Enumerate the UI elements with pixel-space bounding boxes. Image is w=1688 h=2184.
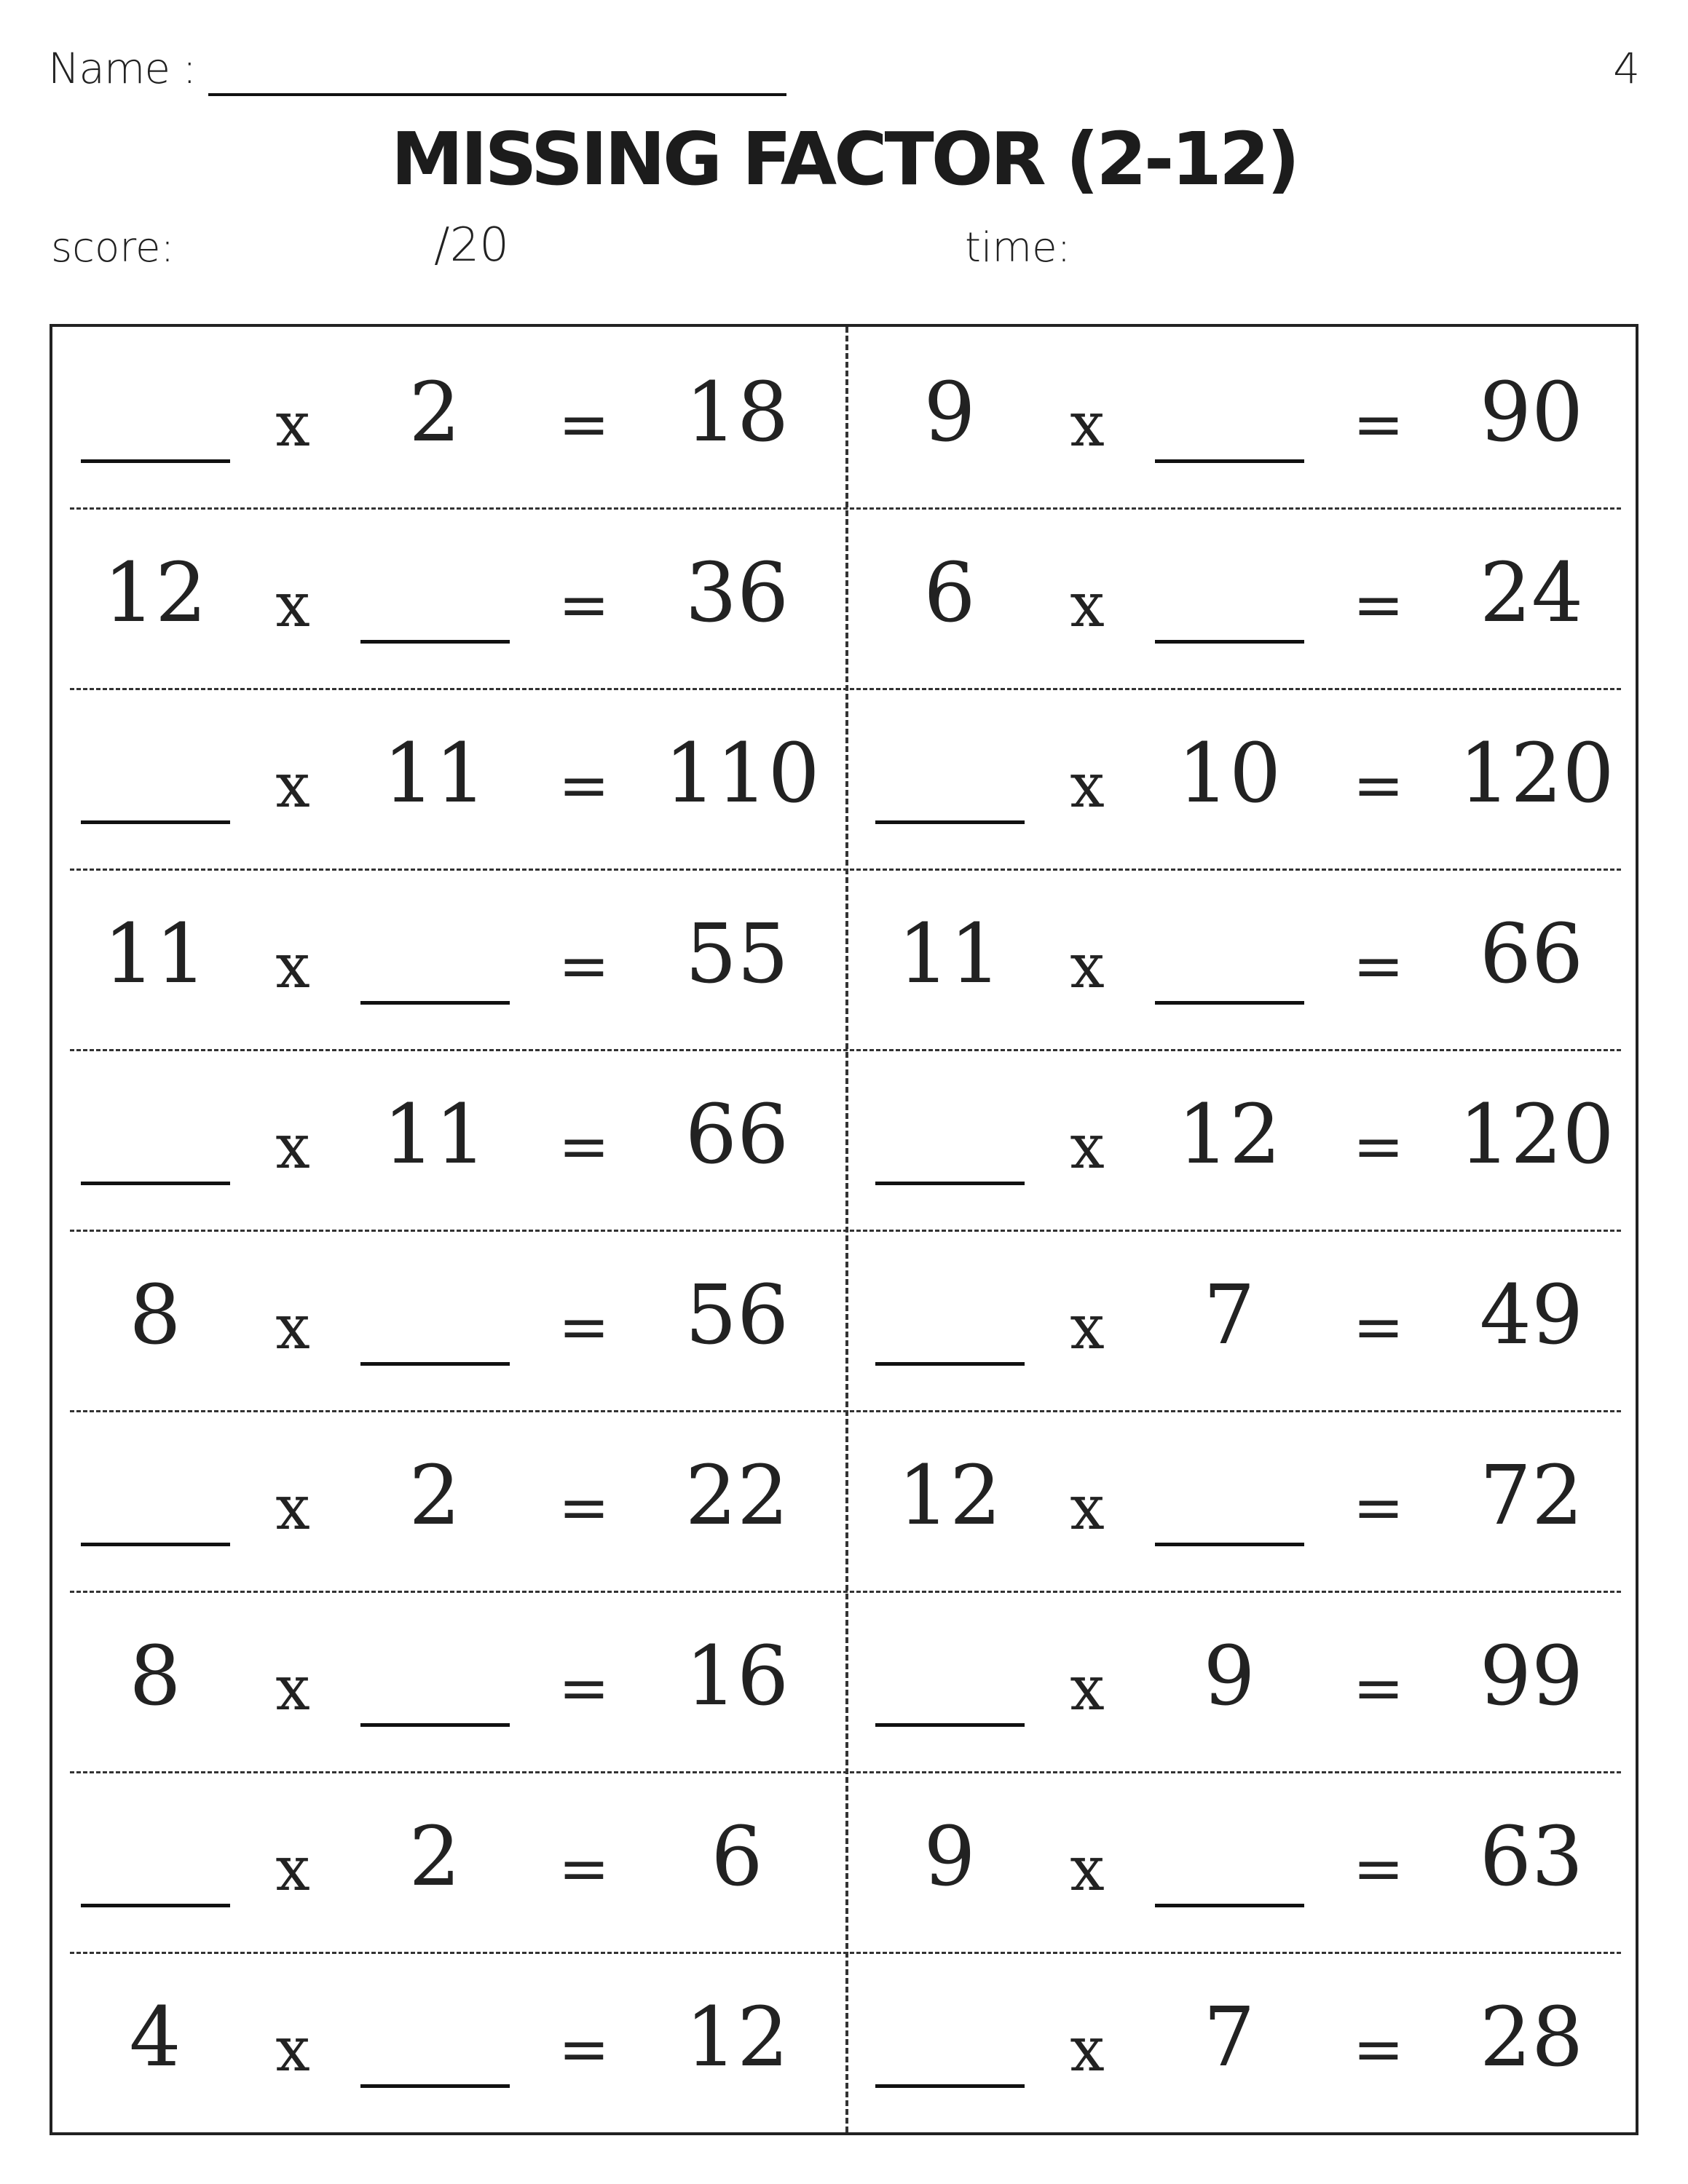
product: 99 [1479,1629,1584,1724]
factor-a-blank[interactable] [875,1723,1025,1727]
factor-a-blank[interactable] [875,2084,1025,2088]
times-sign: x [275,1472,310,1543]
equals-sign: = [1352,750,1405,821]
equals-sign: = [1352,569,1405,641]
problem [52,869,847,1049]
equals-sign: = [1352,930,1405,1002]
factor-b-blank[interactable] [1155,459,1304,463]
product: 16 [685,1629,789,1724]
times-sign: x [1070,389,1105,460]
factor-a-blank[interactable] [875,1362,1025,1366]
problem [52,1230,847,1410]
score-total: /20 [434,218,509,272]
factor-a: 4 [129,1990,181,2085]
product: 120 [1459,727,1614,821]
product: 66 [685,1088,789,1182]
factor-b: 12 [1177,1088,1282,1182]
times-sign: x [275,1653,310,1724]
times-sign: x [1070,2014,1105,2085]
equals-sign: = [558,1291,610,1363]
problem [847,688,1641,869]
equals-sign: = [1352,1653,1405,1724]
product: 36 [685,546,789,641]
factor-a-blank[interactable] [875,820,1025,824]
equals-sign: = [1352,1291,1405,1363]
product: 56 [685,1268,789,1363]
time-label: time: [965,224,1071,272]
factor-b: 11 [382,1088,487,1182]
times-sign: x [275,389,310,460]
equals-sign: = [558,569,610,641]
factor-b-blank[interactable] [360,1723,510,1727]
product: 12 [685,1990,789,2085]
times-sign: x [275,1111,310,1182]
problem [52,1952,847,2132]
equals-sign: = [1352,2014,1405,2085]
factor-b-blank[interactable] [360,1001,510,1005]
equals-sign: = [558,1472,610,1543]
factor-b: 2 [409,365,461,460]
factor-b-blank[interactable] [1155,1001,1304,1005]
product: 28 [1479,1990,1584,2085]
equals-sign: = [558,750,610,821]
problem [847,507,1641,688]
problem [847,1591,1641,1771]
problem [52,327,847,507]
product: 66 [1479,907,1584,1002]
product: 63 [1479,1810,1584,1904]
problem [847,1049,1641,1230]
product: 110 [664,727,820,821]
times-sign: x [1070,1111,1105,1182]
factor-a-blank[interactable] [81,1182,230,1185]
problem [52,688,847,869]
factor-a-blank[interactable] [81,459,230,463]
times-sign: x [1070,1653,1105,1724]
page-title: MISSING FACTOR (2-12) [390,116,1298,202]
equals-sign: = [558,1653,610,1724]
equals-sign: = [558,930,610,1002]
factor-a-blank[interactable] [81,1543,230,1546]
factor-a: 11 [103,907,208,1002]
factor-a: 11 [897,907,1002,1002]
factor-a: 8 [129,1629,181,1724]
problem-grid [50,324,1638,2135]
equals-sign: = [558,389,610,460]
problem [847,1230,1641,1410]
times-sign: x [275,930,310,1002]
product: 55 [685,907,789,1002]
problem [52,1049,847,1230]
factor-a-blank[interactable] [81,1904,230,1907]
times-sign: x [1070,930,1105,1002]
problem [847,1771,1641,1952]
times-sign: x [1070,1833,1105,1904]
factor-b: 2 [409,1449,461,1543]
factor-b: 7 [1203,1268,1255,1363]
factor-a: 9 [923,365,976,460]
factor-b-blank[interactable] [1155,1543,1304,1546]
problem [52,1771,847,1952]
equals-sign: = [558,2014,610,2085]
name-label: Name : [48,44,197,93]
product: 49 [1479,1268,1584,1363]
score-label: score: [51,224,175,272]
problem [52,1410,847,1591]
factor-b-blank[interactable] [360,1362,510,1366]
factor-b-blank[interactable] [1155,640,1304,644]
times-sign: x [275,1291,310,1363]
factor-b: 2 [409,1810,461,1904]
factor-b: 7 [1203,1990,1255,2085]
page-number: 4 [1613,44,1640,93]
product: 72 [1479,1449,1584,1543]
times-sign: x [1070,1472,1105,1543]
problem [847,869,1641,1049]
factor-a: 9 [923,1810,976,1904]
equals-sign: = [558,1111,610,1182]
product: 22 [685,1449,789,1543]
times-sign: x [275,569,310,641]
problem [52,507,847,688]
factor-b: 11 [382,727,487,821]
factor-a: 12 [897,1449,1002,1543]
product: 120 [1459,1088,1614,1182]
problem [52,1591,847,1771]
factor-a: 8 [129,1268,181,1363]
times-sign: x [1070,1291,1105,1363]
factor-b-blank[interactable] [1155,1904,1304,1907]
product: 6 [711,1810,763,1904]
problem [847,327,1641,507]
times-sign: x [1070,569,1105,641]
problem [847,1410,1641,1591]
times-sign: x [275,2014,310,2085]
equals-sign: = [1352,1111,1405,1182]
product: 90 [1479,365,1584,460]
times-sign: x [275,750,310,821]
times-sign: x [1070,750,1105,821]
equals-sign: = [1352,1833,1405,1904]
factor-b: 9 [1203,1629,1255,1724]
problem [847,1952,1641,2132]
equals-sign: = [1352,389,1405,460]
name-answer-line[interactable] [208,93,786,96]
product: 24 [1479,546,1584,641]
factor-a-blank[interactable] [875,1182,1025,1185]
times-sign: x [275,1833,310,1904]
factor-a: 12 [103,546,208,641]
equals-sign: = [558,1833,610,1904]
factor-b-blank[interactable] [360,640,510,644]
factor-a: 6 [923,546,976,641]
factor-b-blank[interactable] [360,2084,510,2088]
product: 18 [685,365,789,460]
equals-sign: = [1352,1472,1405,1543]
factor-b: 10 [1177,727,1282,821]
factor-a-blank[interactable] [81,820,230,824]
